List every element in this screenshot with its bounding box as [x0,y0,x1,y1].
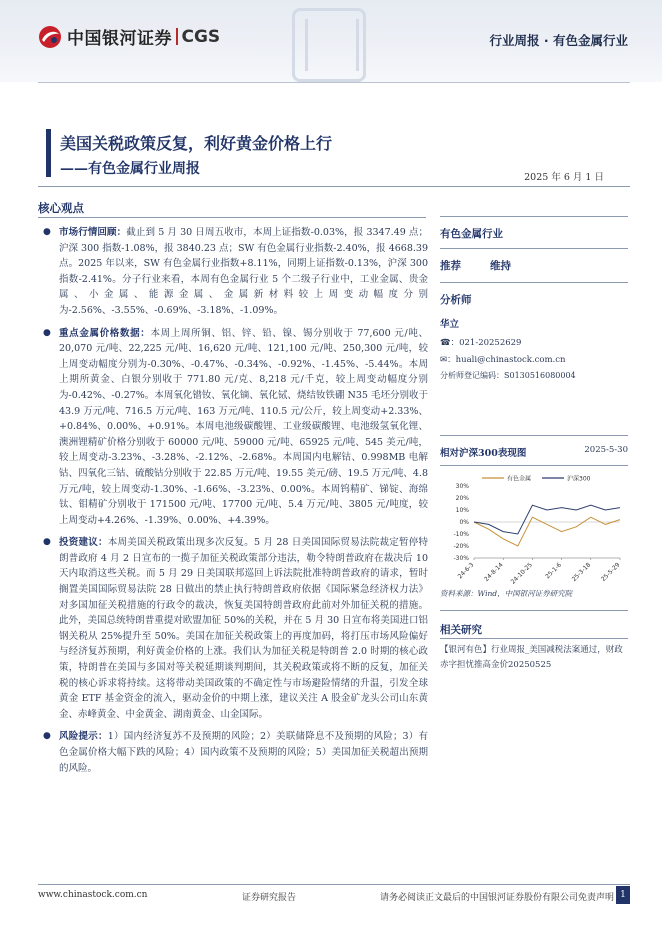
bullet-dot-icon: ● [43,327,51,338]
bullet-market-review [38,225,428,319]
bullet-lead: 市场行情回顾： [59,227,127,238]
title-accent-bar [46,129,51,177]
bullet-metal-prices [38,326,428,529]
series-line-0 [474,517,620,546]
rating-row [440,258,628,273]
sidebar-top-rule [440,216,628,217]
y-tick-label: -30% [453,555,469,562]
sidebar-rule [440,610,628,611]
related-heading: 相关研究 [440,624,482,636]
header-divider [38,82,630,83]
y-tick-label: 30% [455,483,469,490]
cert-number: S0130516080004 [504,371,576,380]
watermark-logo [292,8,366,82]
bullet-text: 本周美国关税政策出现多次反复。5 月 28 日美国国际贸易法院裁定暂停特朗普政府 4 月 2 日宣布的一揽子加征关税政策部分违法，勒令特朗普政府在裁决后 10 天内取消这些关税。而 5 月 29 日美国联邦巡回上诉法院批准特朗普政府的请求，暂时搁置美国国际贸易法院 28 日做出的禁止执行特朗普政府依据《国际紧急经济权力法》对多国加征关税措施的行政令的裁决，恢复美国特朗普政府此前对外加征关税的措施。此外，美国总统特朗普重提对欧盟加征 50%的关税，并在 5 月 30 日宣布将美国进口铝钢关税从 25%提升至 50%。美国在加征关税政策上的再度加码，将打压市场风险偏好与经济复苏预期，利好黄金价格的上涨。我们认为加征关税是特朗普 2.0 时期的核心政策，特朗普在美国与多国对等关税延期谈判期间，其关税政策或将不断的反复，加征关税的核心诉求将持续。这将带动美国政策的不确定性与市场避险情绪的升温，引发全球黄金 ETF 基金资金的流入，驱动金价的中期上涨，建议关注 A 股金矿龙头公司山东黄金、赤峰黄金、中金黄金、湖南黄金、山金国际。 [59,537,428,720]
bullet-dot-icon: ● [43,227,51,237]
report-title: 美国关税政策反复，利好黄金价格上行 [60,134,333,153]
bullet-lead: 重点金属价格数据： [59,327,151,339]
core-views-heading: 核心观点 [38,201,84,215]
legend-label-0: 有色金属 [507,475,532,483]
report-subtitle: ——有色金属行业周报 [60,161,200,177]
analyst-heading: 分析师 [440,294,472,306]
sidebar-rule [440,282,628,283]
core-views-list [38,225,428,783]
analyst-name: 华立 [440,319,460,330]
report-date: 2025 年 6 月 1 日 [524,172,604,183]
report-type: 行业周报 · 有色金属行业 [489,33,628,48]
cert-label: 分析师登记编码： [440,371,504,380]
bullet-dot-icon: ● [43,731,51,742]
x-tick-label: 24-10-25 [509,561,534,586]
logo-separator [176,28,178,45]
bullet-text: 1）国内经济复苏不及预期的风险；2）美联储降息不及预期的风险；3）有色金属价格大幅下跌的风险；4）国内政策不及预期的风险；5）美国加征关税超出预期的风险。 [59,731,428,774]
analyst-phone-row: ☎：021-20252629 [440,338,522,348]
bullet-risk-warning [38,729,428,776]
company-logo [38,24,220,49]
sidebar [440,216,628,466]
sidebar-rule [440,638,628,639]
y-tick-label: -20% [453,543,469,550]
footer-divider [38,884,630,885]
sidebar-industry: 有色金属行业 [440,228,503,240]
series-line-1 [474,505,620,534]
chart-date: 2025-5-30 [584,445,628,455]
footer-website[interactable]: www.chinastock.com.cn [38,890,148,900]
chart-source: 资料来源：Wind，中国银河证券研究院 [440,589,573,598]
footer-doc-type: 证券研究报告 [242,893,297,903]
analyst-email-row: ✉：huali@chinastock.com.cn [440,355,566,365]
analyst-cert-row [440,370,628,381]
x-tick-label: 24-6-3 [456,561,476,581]
y-tick-label: 20% [455,495,469,502]
footer-disclaimer: 请务必阅读正文最后的中国银河证券股份有限公司免责声明 [380,893,615,903]
bullet-text: 截止到 5 月 30 日周五收市，本周上证指数-0.03%，报 3347.49 点；沪深 300 指数-1.08%，报 3840.23 点；SW 有色金属行业指数-2.40%，报 4668.39 点。2025 年以来，SW 有色金属行业指数+8.11%，同期上证指数-0.13%，沪深 300 指数-2.41%。分子行业来看，本周有色金属行业 5 个二级子行业中，工业金属、贵金属、小金属、能源金属、金属新材料较上周变动幅度分别为-2.56%、-3.55%、-0.69%、-3.18%、-1.09%。 [59,227,428,316]
x-tick-label: 24-8-14 [483,561,505,583]
y-tick-label: 0% [459,519,469,526]
email-icon: ✉ [440,355,448,365]
analyst-phone: 021-20252629 [459,338,522,348]
galaxy-logo-icon [38,25,62,49]
analyst-email[interactable]: huali@chinastock.com.cn [455,355,566,365]
rating-label: 推荐 [440,260,461,272]
x-tick-label: 25-1-6 [544,561,564,581]
bullet-investment-advice [38,535,428,722]
logo-cn: 中国银河证券 [67,29,172,49]
logo-en: CGS [181,26,221,47]
rating-value: 维持 [490,260,511,272]
page-number: 1 [616,886,630,904]
bullet-lead: 投资建议： [59,537,108,549]
sidebar-rule [440,465,628,466]
chart-header [440,445,628,459]
x-tick-label: 25-5-29 [599,561,622,583]
y-tick-label: -10% [453,531,469,538]
legend-label-1: 沪深300 [567,475,591,483]
bullet-lead: 风险提示： [59,731,108,743]
core-views-divider [38,217,426,218]
sidebar-rule [440,248,628,249]
bullet-text: 本周上周所铜、铝、锌、铅、镍、锡分别收于 77,600 元/吨、20,070 元/吨、22,225 元/吨、16,620 元/吨、121,100 元/吨、250,300 元/吨，较上周变动幅度分别为-0.30%、-0.47%、-0.34%、-0.92%、-1.45%、-5.44%。本周上期所黄金、白银分别收于 771.80 元/克、8,218 元/千克，较上周变动幅度分别为-0.42%、-0.27%。本周氧化镨钕、氧化镝、氧化铽、烧结钕铁硼 N35 毛坯分别收于 43.9 万元/吨、716.5 万元/吨、163 万元/吨、110.5 元/公斤，较上周变动+2.33%、+0.84%、0.00%、+0.91%。本周电池级碳酸锂、工业级碳酸锂、电池级氢氧化锂、澳洲锂精矿价格分别收于 60000 元/吨、59000 元/吨、65925 元/吨、545 美元/吨，较上周变动-3.23%、-3.28%、-2.12%、-2.68%。本周国内电解钴、0.998MB 电解钴、四氧化三钴、硫酸钴分别收于 22.85 万元/吨、19.55 美元/磅、19.5 万元/吨、4.8 万元/吨，较上周变动-1.30%、-1.66%、-3.23%、0.00%。本周钨精矿、锑锭、海绵钛、钼精矿分别收于 171500 元/吨、17700 元/吨、5.4 万元/吨、3805 元/吨度，较上周变动+4.26%、-1.39%、0.00%、+4.39%。 [59,327,428,526]
y-tick-label: 10% [455,507,469,514]
phone-icon: ☎ [440,338,451,348]
chart-title: 相对沪深300表现图 [440,448,527,459]
related-research-link[interactable]: 【银河有色】行业周报_美国减税法案通过，财政赤字担忧推高金价20250525 [440,645,623,670]
x-tick-label: 25-3-18 [570,561,593,583]
bullet-dot-icon: ● [43,537,51,548]
relative-performance-chart [440,472,630,592]
title-divider [38,186,630,187]
sidebar-rule [440,435,628,436]
